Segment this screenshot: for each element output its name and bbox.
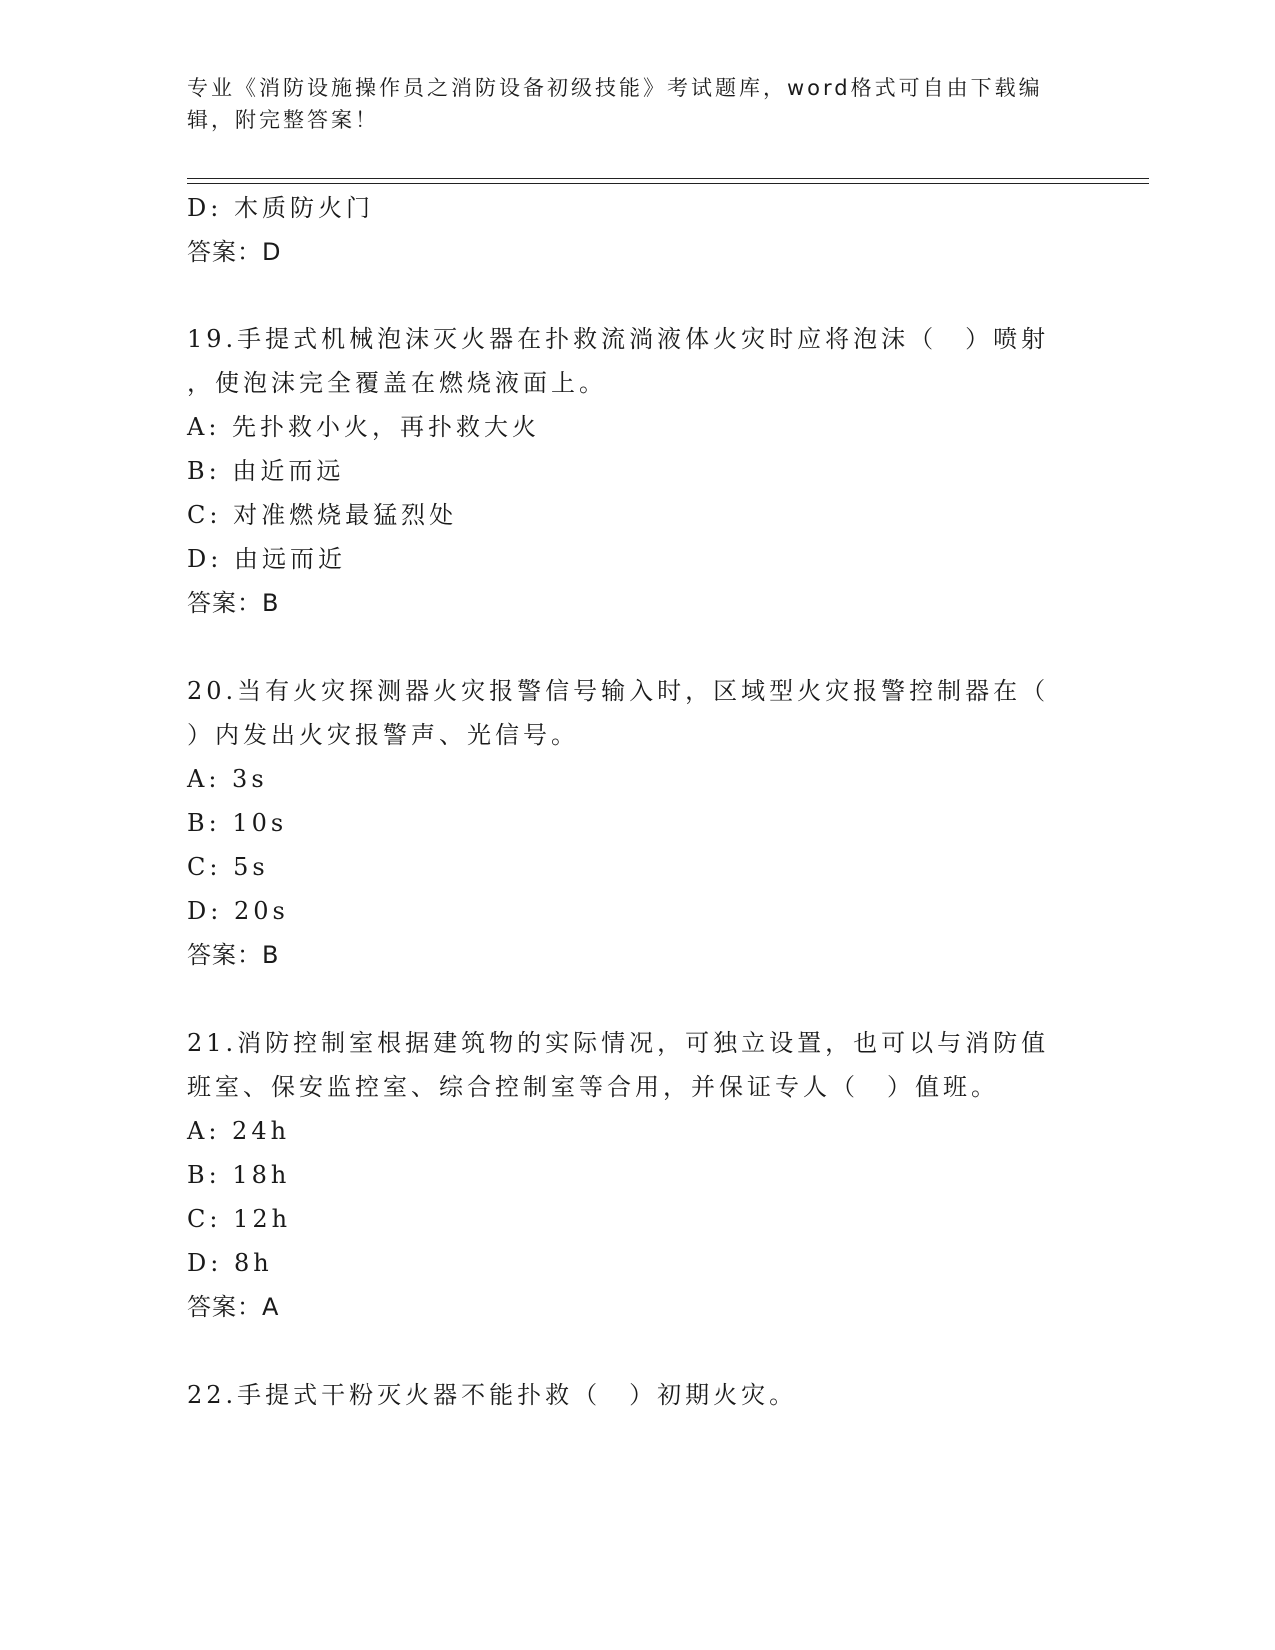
q21-answer: 答案：A [187, 1293, 280, 1321]
header-line-1: 专业《消防设施操作员之消防设备初级技能》考试题库，word格式可自由下载编 [187, 76, 1043, 100]
q19-option-d: D: 由远而近 [187, 545, 346, 573]
q19-answer: 答案：B [187, 589, 280, 617]
q20-answer: 答案：B [187, 941, 280, 969]
header-line-2: 辑，附完整答案！ [187, 108, 379, 132]
header-rule-top [187, 178, 1149, 179]
q20-stem-line-2: ）内发出火灾报警声、光信号。 [187, 721, 579, 749]
header-rule-bottom [187, 183, 1149, 184]
q22-stem-line-1: 22.手提式干粉灭火器不能扑救（ ）初期火灾。 [187, 1381, 798, 1409]
q19-stem-line-2: ，使泡沫完全覆盖在燃烧液面上。 [187, 369, 607, 397]
q20-option-d: D: 20s [187, 897, 289, 925]
q19-option-a: A: 先扑救小火，再扑救大火 [187, 413, 541, 441]
document-header [187, 72, 1067, 136]
q19-option-c: C: 对准燃烧最猛烈处 [187, 501, 458, 529]
q21-stem-line-1: 21.消防控制室根据建筑物的实际情况，可独立设置，也可以与消防值 [187, 1029, 1050, 1057]
prev-answer: 答案：D [187, 238, 282, 266]
q21-option-b: B: 18h [187, 1161, 291, 1189]
q20-stem-line-1: 20.当有火灾探测器火灾报警信号输入时，区域型火灾报警控制器在（ [187, 677, 1050, 705]
q21-option-c: C: 12h [187, 1205, 292, 1233]
q19-stem-line-1: 19.手提式机械泡沫灭火器在扑救流淌液体火灾时应将泡沫（ ）喷射 [187, 325, 1050, 353]
q21-option-d: D: 8h [187, 1249, 273, 1277]
q19-option-b: B: 由近而远 [187, 457, 345, 485]
q21-stem-line-2: 班室、保安监控室、综合控制室等合用，并保证专人（ ）值班。 [187, 1073, 999, 1101]
q21-option-a: A: 24h [187, 1117, 291, 1145]
q20-option-a: A: 3s [187, 765, 268, 793]
q20-option-c: C: 5s [187, 853, 269, 881]
prev-option-d: D: 木质防火门 [187, 194, 374, 222]
q20-option-b: B: 10s [187, 809, 288, 837]
